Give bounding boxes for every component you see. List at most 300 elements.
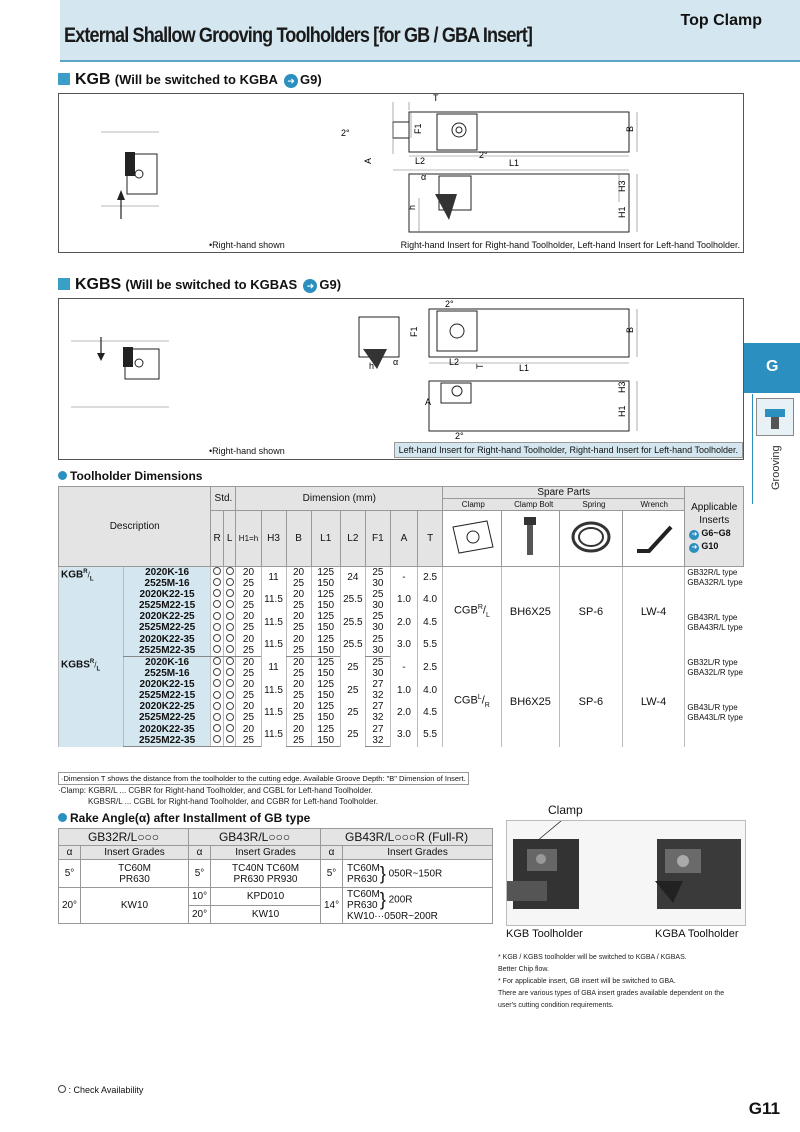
h1-cell: 20 [236, 679, 261, 690]
h1-cell: 25 [236, 645, 261, 657]
f1-cell: 30 [365, 668, 390, 679]
l1-cell: 125 [311, 679, 340, 690]
series-cell [59, 657, 124, 747]
table-row [59, 657, 744, 669]
a-cell: 3.0 [390, 634, 417, 657]
l1-cell: 150 [311, 578, 340, 589]
dimensions-table [58, 486, 744, 747]
f1-cell: 30 [365, 600, 390, 611]
check-circle-icon [213, 589, 221, 597]
side-tab-line [752, 394, 753, 504]
kgbs-label-B: B [625, 326, 635, 333]
check-circle-icon [226, 668, 234, 676]
std-l-cell [223, 713, 236, 724]
std-l-cell [223, 645, 236, 657]
applicable-label: Applicable Inserts [691, 501, 738, 526]
bullet-icon [58, 471, 67, 480]
l2-cell: 25.5 [340, 589, 365, 611]
label-T: T [433, 94, 439, 103]
th-clamp-bolt: Clamp Bolt [514, 500, 554, 509]
series-name: KGBS [61, 658, 90, 670]
footnote-T: ·Dimension T shows the distance from the toolholder to the cutting edge. Available Groove Depth: "B" Dimension of Insert. [58, 772, 469, 785]
l1-cell: 150 [311, 691, 340, 702]
std-l-cell [223, 691, 236, 702]
check-circle-icon [226, 589, 234, 597]
footnote-clamp-1: ·Clamp: KGBR/L ... CGBR for Right-hand Toolholder, and CGBL for Left-hand Toolholder. [58, 786, 373, 795]
a-cell: 1.0 [390, 679, 417, 701]
f1-cell: 25 [365, 567, 390, 579]
arrow-circle-icon: ➜ [689, 543, 699, 553]
kgbs-label-L1: L1 [519, 363, 530, 373]
spare-parts-label: Spare Parts [537, 487, 591, 498]
label-B: B [625, 125, 635, 132]
l1-cell: 150 [311, 713, 340, 724]
std-l-cell [223, 724, 236, 735]
th-spare-parts [443, 487, 685, 511]
t-cell: 5.5 [418, 634, 443, 657]
label-A: A [363, 157, 373, 164]
c2-g1b: PR630 PR930 [233, 873, 298, 885]
kgb-toolholder-label: KGB Toolholder [506, 928, 583, 940]
clamp-sup: L [477, 693, 482, 701]
app-ref2[interactable]: G10 [701, 540, 719, 551]
check-availability-text: : Check Availability [68, 1085, 144, 1095]
kgbs-heading [58, 276, 341, 294]
applicable-cell [685, 634, 744, 657]
a-cell: 1.0 [390, 589, 417, 611]
f1-cell: 32 [365, 735, 390, 747]
model-code: 2020K22-35 [123, 724, 211, 735]
check-circle-icon [226, 713, 234, 721]
c3-g3: KW10···050R~200R [347, 911, 438, 922]
brace-icon: } [379, 889, 386, 910]
rake-table [58, 828, 493, 924]
h3-cell: 11.5 [261, 612, 286, 634]
check-circle-icon [226, 567, 234, 575]
std-r-cell [211, 691, 224, 702]
photo-clamp-label: Clamp [548, 803, 583, 817]
rake-col-gb43: GB43R/L○○○ [189, 829, 321, 846]
model-code: 2525M-16 [123, 668, 211, 679]
th-T: T [418, 511, 443, 567]
check-circle-icon [213, 634, 221, 642]
applicable-cell [685, 612, 744, 634]
c2-g2: KPD010 [211, 888, 321, 906]
check-circle-icon [213, 735, 221, 743]
check-circle-icon [213, 600, 221, 608]
kgb-right-hand-note: •Right-hand shown [209, 240, 285, 250]
clamp-name: CGB [453, 604, 478, 617]
kgbs-name: KGBS [75, 276, 122, 293]
l1-cell: 125 [311, 567, 340, 579]
b-cell: 20 [286, 679, 311, 690]
th-description: Description [59, 487, 211, 567]
app-ref1[interactable]: G6~G8 [701, 527, 731, 538]
top-clamp-label: Top Clamp [680, 12, 762, 29]
c1-g1: TC60M [118, 862, 151, 874]
c2-a1: 5° [189, 860, 211, 888]
h3-cell: 11.5 [261, 702, 286, 724]
kgb-note-suffix: ) [317, 72, 322, 87]
model-code: 2525M22-35 [123, 735, 211, 747]
dimensions-heading-text: Toolholder Dimensions [70, 469, 203, 483]
check-circle-icon [213, 679, 221, 687]
applicable-cell [685, 724, 744, 747]
photo-notes [498, 952, 724, 1012]
clamp-name: CGB [453, 694, 478, 707]
th-L1: L1 [311, 511, 340, 567]
kgba-toolholder-label: KGBA Toolholder [655, 928, 739, 940]
applicable-insert: GB43R/L type [687, 612, 738, 622]
th-std: Std. [211, 487, 236, 511]
f1-cell: 27 [365, 679, 390, 690]
l2-cell: 25 [340, 679, 365, 701]
model-code: 2020K-16 [123, 567, 211, 579]
kgbs-label-angle-2: 2° [455, 431, 464, 441]
h1-cell: 25 [236, 735, 261, 747]
f1-cell: 30 [365, 578, 390, 589]
a-cell: 3.0 [390, 724, 417, 747]
check-circle-icon [213, 702, 221, 710]
kgbs-label-alpha: α [393, 357, 399, 367]
t-cell: 5.5 [418, 724, 443, 747]
model-code: 2020K-16 [123, 657, 211, 669]
l1-cell: 125 [311, 634, 340, 645]
h3-cell: 11 [261, 657, 286, 680]
th-F1: F1 [365, 511, 390, 567]
check-circle-icon [58, 1085, 66, 1093]
kgbs-insert-note: Left-hand Insert for Right-hand Toolholder, Right-hand Insert for Left-hand Toolholder. [394, 442, 743, 458]
h3-cell: 11.5 [261, 634, 286, 657]
h1-cell: 20 [236, 702, 261, 713]
clamp-sub: L [485, 611, 490, 619]
th-dimension: Dimension (mm) [236, 487, 443, 511]
model-code: 2020K22-25 [123, 612, 211, 623]
photo-note: user's cutting condition requirements. [498, 1002, 614, 1009]
l2-cell: 25 [340, 702, 365, 724]
std-r-cell [211, 657, 224, 669]
c1-g2: KW10 [81, 888, 189, 924]
b-cell: 20 [286, 567, 311, 579]
kgbs-label-H3: H3 [617, 381, 627, 393]
std-l-cell [223, 668, 236, 679]
series-name: KGB [61, 569, 84, 581]
h1-cell: 25 [236, 600, 261, 611]
photo-note: Better Chip flow. [498, 966, 549, 973]
c2-g3: KW10 [211, 906, 321, 924]
wrench-cell: LW-4 [622, 567, 685, 657]
f1-cell: 27 [365, 702, 390, 713]
toolholder-photo [506, 820, 746, 926]
std-l-cell [223, 735, 236, 747]
th-R: R [211, 511, 224, 567]
rake-col-gb32: GB32R/L○○○ [59, 829, 189, 846]
section-square-icon [58, 278, 70, 290]
spring-cell: SP-6 [560, 657, 623, 747]
h3-cell: 11.5 [261, 589, 286, 611]
l1-cell: 150 [311, 668, 340, 679]
model-code: 2525M-16 [123, 578, 211, 589]
l1-cell: 125 [311, 702, 340, 713]
kgb-heading [58, 71, 322, 89]
applicable-insert: GB32R/L type [687, 568, 738, 578]
std-r-cell [211, 589, 224, 600]
rake-heading-suffix: ) after Installment of GB type [146, 811, 311, 825]
clamp-slash: / [481, 694, 485, 707]
h1-cell: 20 [236, 612, 261, 623]
c3-r1: 050R~150R [388, 868, 443, 879]
clamp-slash: / [482, 604, 486, 617]
b-cell: 20 [286, 612, 311, 623]
arrow-circle-icon: ➜ [284, 74, 298, 88]
model-code: 2020K22-15 [123, 589, 211, 600]
page-title: External Shallow Grooving Toolholders [for GB / GBA Insert] [64, 24, 533, 47]
brace-icon: } [379, 863, 386, 883]
kgbs-note-prefix: (Will be switched to KGBAS [125, 277, 298, 292]
f1-cell: 25 [365, 589, 390, 600]
h1-cell: 20 [236, 634, 261, 645]
series-slash: / [94, 659, 97, 669]
l1-cell: 150 [311, 645, 340, 657]
l1-cell: 150 [311, 600, 340, 611]
rake-grades-1: Insert Grades [81, 846, 189, 860]
applicable-cell [685, 702, 744, 724]
applicable-insert: GBA43R/L type [687, 622, 743, 632]
th-A: A [390, 511, 417, 567]
std-r-cell [211, 713, 224, 724]
model-code: 2020K22-15 [123, 679, 211, 690]
label-angle-1: 2° [341, 128, 350, 138]
th-spring: Spring [582, 500, 606, 509]
clamp-cell [443, 657, 501, 747]
clamp-cell [443, 567, 501, 657]
h1-cell: 25 [236, 578, 261, 589]
label-F1: F1 [413, 123, 423, 134]
kgb-insert-note: Right-hand Insert for Right-hand Toolholder, Left-hand Insert for Left-hand Toolholder. [400, 240, 740, 250]
bolt-cell: BH6X25 [501, 657, 559, 747]
check-circle-icon [226, 623, 234, 631]
std-r-cell [211, 634, 224, 645]
std-l-cell [223, 623, 236, 634]
th-L2: L2 [340, 511, 365, 567]
spring-cell: SP-6 [560, 567, 623, 657]
rake-grades-3: Insert Grades [343, 846, 493, 860]
applicable-insert: GBA43L/R type [687, 712, 743, 722]
check-circle-icon [226, 645, 234, 653]
check-circle-icon [226, 691, 234, 699]
std-l-cell [223, 702, 236, 713]
kgbs-page-ref[interactable]: G9 [319, 277, 337, 292]
f1-cell: 30 [365, 645, 390, 657]
check-circle-icon [213, 623, 221, 631]
applicable-insert: GB32L/R type [687, 657, 738, 667]
check-circle-icon [213, 713, 221, 721]
f1-cell: 25 [365, 634, 390, 645]
label-L2: L2 [415, 156, 426, 166]
check-circle-icon [226, 600, 234, 608]
std-l-cell [223, 657, 236, 669]
t-cell: 2.5 [418, 657, 443, 680]
model-code: 2525M22-15 [123, 691, 211, 702]
h3-cell: 11.5 [261, 724, 286, 747]
h1-cell: 25 [236, 668, 261, 679]
photo-note: There are various types of GBA insert grades available dependent on the [498, 990, 725, 997]
check-circle-icon [226, 724, 234, 732]
c1-a1: 5° [59, 860, 81, 888]
kgbs-label-angle: 2° [445, 299, 454, 309]
th-H1h: H1=h [236, 511, 261, 567]
applicable-cell [685, 567, 744, 590]
side-tab-letter: G [766, 358, 779, 375]
std-r-cell [211, 578, 224, 589]
model-code: 2525M22-15 [123, 600, 211, 611]
series-sub: L [96, 665, 101, 672]
series-sup: R [89, 658, 95, 665]
model-code: 2525M22-25 [123, 623, 211, 634]
series-slash: / [87, 570, 90, 580]
a-cell: 2.0 [390, 702, 417, 724]
label-H1: H1 [617, 206, 627, 218]
kgbs-label-L2: L2 [449, 357, 460, 367]
std-r-cell [211, 600, 224, 611]
arrow-circle-icon: ➜ [303, 279, 317, 293]
check-circle-icon [226, 612, 234, 620]
label-h: h [407, 204, 417, 210]
std-l-cell [223, 612, 236, 623]
th-L: L [223, 511, 236, 567]
b-cell: 25 [286, 623, 311, 634]
l1-cell: 150 [311, 735, 340, 747]
h1-cell: 25 [236, 691, 261, 702]
std-r-cell [211, 702, 224, 713]
c3-g2: TC60M [347, 889, 380, 900]
kgbs-drawing [59, 299, 745, 461]
f1-cell: 25 [365, 612, 390, 623]
c3-g2b: PR630 [347, 900, 378, 911]
b-cell: 25 [286, 645, 311, 657]
table-row [59, 567, 744, 579]
series-cell [59, 567, 124, 657]
t-cell: 4.0 [418, 679, 443, 701]
b-cell: 20 [286, 724, 311, 735]
h1-cell: 20 [236, 567, 261, 579]
b-cell: 20 [286, 702, 311, 713]
t-cell: 4.5 [418, 612, 443, 634]
h3-cell: 11 [261, 567, 286, 590]
a-cell: - [390, 657, 417, 680]
check-circle-icon [213, 567, 221, 575]
std-l-cell [223, 634, 236, 645]
rake-alpha-1: α [59, 846, 81, 860]
std-r-cell [211, 645, 224, 657]
h1-cell: 25 [236, 623, 261, 634]
c1-a2: 20° [59, 888, 81, 924]
std-l-cell [223, 600, 236, 611]
kgb-diagram-box [58, 93, 744, 253]
th-clamp: Clamp [461, 500, 485, 509]
b-cell: 20 [286, 634, 311, 645]
l1-cell: 125 [311, 724, 340, 735]
applicable-cell [685, 657, 744, 680]
dimensions-heading [58, 469, 202, 483]
model-code: 2020K22-35 [123, 634, 211, 645]
f1-cell: 32 [365, 691, 390, 702]
clamp-sub: R [484, 701, 490, 709]
l2-cell: 25 [340, 724, 365, 747]
std-r-cell [211, 668, 224, 679]
b-cell: 20 [286, 589, 311, 600]
l2-cell: 25 [340, 657, 365, 680]
check-circle-icon [226, 679, 234, 687]
label-H3: H3 [617, 180, 627, 192]
label-L1: L1 [509, 158, 520, 168]
b-cell: 25 [286, 600, 311, 611]
check-circle-icon [213, 724, 221, 732]
l1-cell: 125 [311, 589, 340, 600]
page-number: G11 [748, 1099, 780, 1118]
l1-cell: 125 [311, 657, 340, 669]
spring-picture [560, 511, 623, 567]
rake-heading-prefix: Rake Angle( [70, 811, 139, 825]
applicable-cell [685, 679, 744, 701]
check-circle-icon [226, 702, 234, 710]
std-r-cell [211, 623, 224, 634]
l2-cell: 25.5 [340, 612, 365, 634]
bolt-cell: BH6X25 [501, 567, 559, 657]
t-cell: 4.0 [418, 589, 443, 611]
bolt-picture [501, 511, 559, 567]
check-circle-icon [213, 691, 221, 699]
series-sup: R [83, 569, 88, 575]
l1-cell: 125 [311, 612, 340, 623]
check-circle-icon [213, 657, 221, 665]
f1-cell: 32 [365, 713, 390, 724]
std-r-cell [211, 724, 224, 735]
label-angle-2: 2° [479, 150, 488, 160]
wrench-cell: LW-4 [622, 657, 685, 747]
kgb-note-prefix: (Will be switched to KGBA [114, 72, 278, 87]
th-wrench: Wrench [640, 500, 668, 509]
std-l-cell [223, 567, 236, 579]
b-cell: 25 [286, 578, 311, 589]
check-circle-icon [226, 634, 234, 642]
t-cell: 4.5 [418, 702, 443, 724]
b-cell: 25 [286, 668, 311, 679]
rake-col-gb43-full-r: GB43R/L○○○R (Full-R) [321, 829, 493, 846]
rake-alpha-2: α [189, 846, 211, 860]
f1-cell: 25 [365, 657, 390, 669]
rake-alpha-3: α [321, 846, 343, 860]
kgb-page-ref[interactable]: G9 [300, 72, 318, 87]
model-code: 2020K22-25 [123, 702, 211, 713]
applicable-insert: GB43L/R type [687, 702, 738, 712]
std-r-cell [211, 735, 224, 747]
f1-cell: 27 [365, 724, 390, 735]
th-H3: H3 [261, 511, 286, 567]
c3-r2: 200R [388, 894, 413, 906]
check-availability-note [58, 1085, 143, 1095]
std-r-cell [211, 679, 224, 690]
series-sub: L [89, 576, 94, 583]
c2-g1: TC40N TC60M [231, 862, 300, 874]
kgbs-label-F1: F1 [409, 326, 419, 337]
kgbs-label-H1: H1 [617, 405, 627, 417]
rake-heading-alpha: α [138, 811, 147, 825]
footnote-clamp-2: KGBSR/L ... CGBL for Right-hand Toolholder, and CGBR for Left-hand Toolholder. [88, 797, 378, 806]
b-cell: 25 [286, 735, 311, 747]
c3-g1: TC60M [347, 862, 380, 874]
h3-cell: 11.5 [261, 679, 286, 701]
